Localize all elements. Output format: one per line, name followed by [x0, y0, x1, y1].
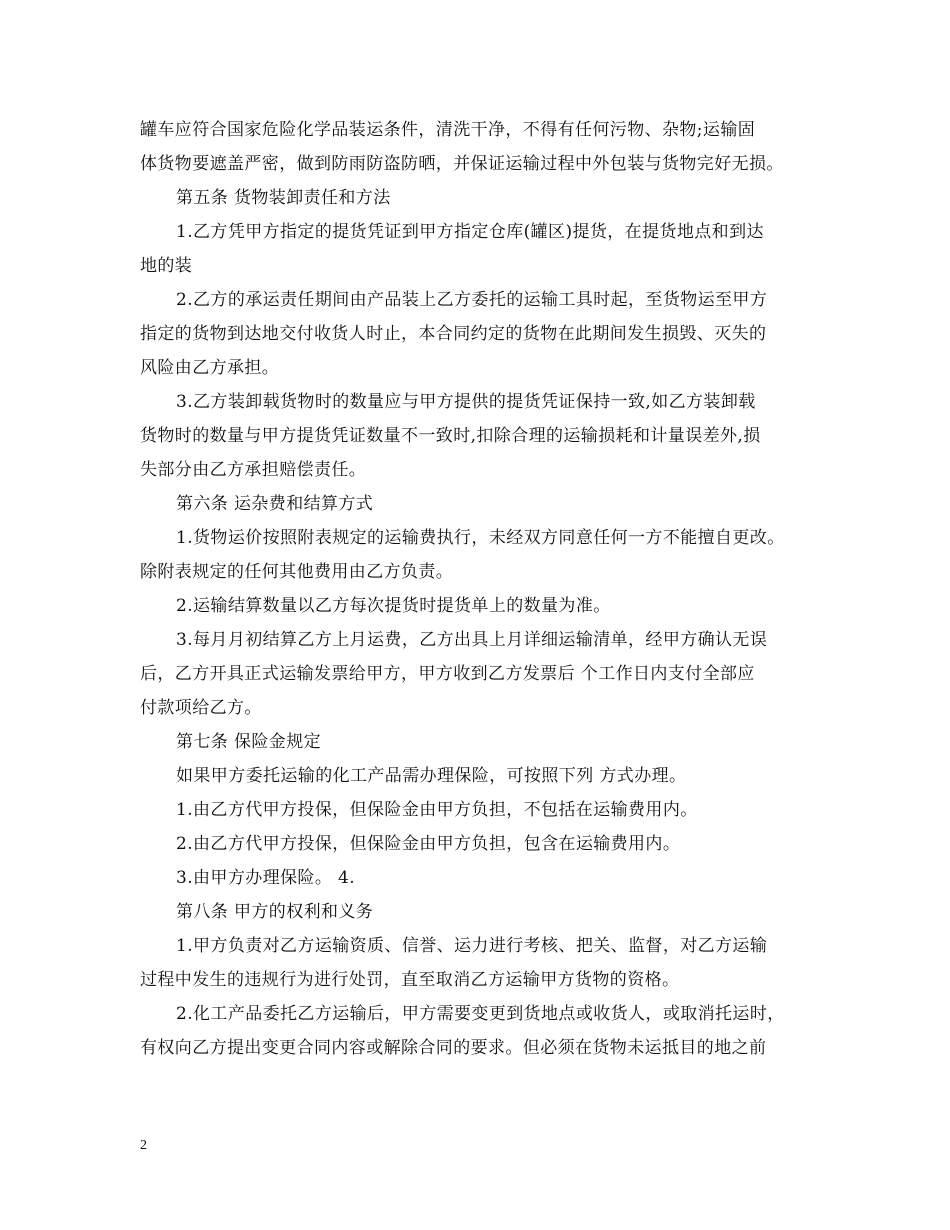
text-line: 体货物要遮盖严密，做到防雨防盗防晒，并保证运输过程中外包装与货物完好无损。 — [140, 154, 784, 174]
text-line: 有权向乙方提出变更合同内容或解除合同的要求。但必须在货物未运抵目的地之前 — [140, 1038, 767, 1058]
text-line: 地的装 — [140, 256, 193, 276]
text-line: 1.甲方负责对乙方运输资质、信誉、运力进行考核、把关、监督，对乙方运输 — [176, 936, 768, 956]
text-line: 风险由乙方承担。 — [140, 358, 280, 378]
page-number: 2 — [140, 1138, 147, 1153]
text-line: 2.乙方的承运责任期间由产品装上乙方委托的运输工具时起，至货物运至甲方 — [176, 290, 768, 310]
text-line: 如果甲方委托运输的化工产品需办理保险，可按照下列 方式办理。 — [176, 766, 687, 786]
text-line: 付款项给乙方。 — [140, 698, 262, 718]
text-line: 货物时的数量与甲方提货凭证数量不一致时,扣除合理的运输损耗和计量误差外,损 — [140, 426, 761, 446]
section-heading: 第六条 运杂费和结算方式 — [176, 494, 374, 514]
document-body — [140, 113, 815, 1065]
text-line: 2.运输结算数量以乙方每次提货时提货单上的数量为准。 — [176, 596, 611, 616]
section-heading: 第八条 甲方的权利和义务 — [176, 902, 374, 922]
text-line: 1.由乙方代甲方投保，但保险金由甲方负担，不包括在运输费用内。 — [176, 800, 698, 820]
text-line: 后，乙方开具正式运输发票给甲方，甲方收到乙方发票后 个工作日内支付全部应 — [140, 664, 755, 684]
text-line: 过程中发生的违规行为进行处罚，直至取消乙方运输甲方货物的资格。 — [140, 970, 680, 990]
text-line: 指定的货物到达地交付收货人时止，本合同约定的货物在此期间发生损毁、灭失的 — [140, 324, 767, 344]
text-line: 1.货物运价按照附表规定的运输费执行，未经双方同意任何一方不能擅自更改。 — [176, 528, 785, 548]
text-line: 除附表规定的任何其他费用由乙方负责。 — [140, 562, 454, 582]
text-line: 2.由乙方代甲方投保，但保险金由甲方负担，包含在运输费用内。 — [176, 834, 681, 854]
text-line: 1.乙方凭甲方指定的提货凭证到甲方指定仓库(罐区)提货，在提货地点和到达 — [176, 222, 764, 242]
text-line: 失部分由乙方承担赔偿责任。 — [140, 460, 367, 480]
section-heading: 第五条 货物装卸责任和方法 — [176, 188, 391, 208]
text-line: 3.由甲方办理保险。 4. — [176, 868, 356, 888]
text-line: 2.化工产品委托乙方运输后，甲方需要变更到货地点或收货人，或取消托运时， — [176, 1004, 785, 1024]
text-line: 3.乙方装卸载货物时的数量应与甲方提供的提货凭证保持一致,如乙方装卸载 — [176, 392, 756, 412]
section-heading: 第七条 保险金规定 — [176, 732, 322, 752]
text-line: 罐车应符合国家危险化学品装运条件，清洗干净，不得有任何污物、杂物;运输固 — [140, 120, 756, 140]
text-line: 3.每月月初结算乙方上月运费，乙方出具上月详细运输清单，经甲方确认无误 — [176, 630, 768, 650]
